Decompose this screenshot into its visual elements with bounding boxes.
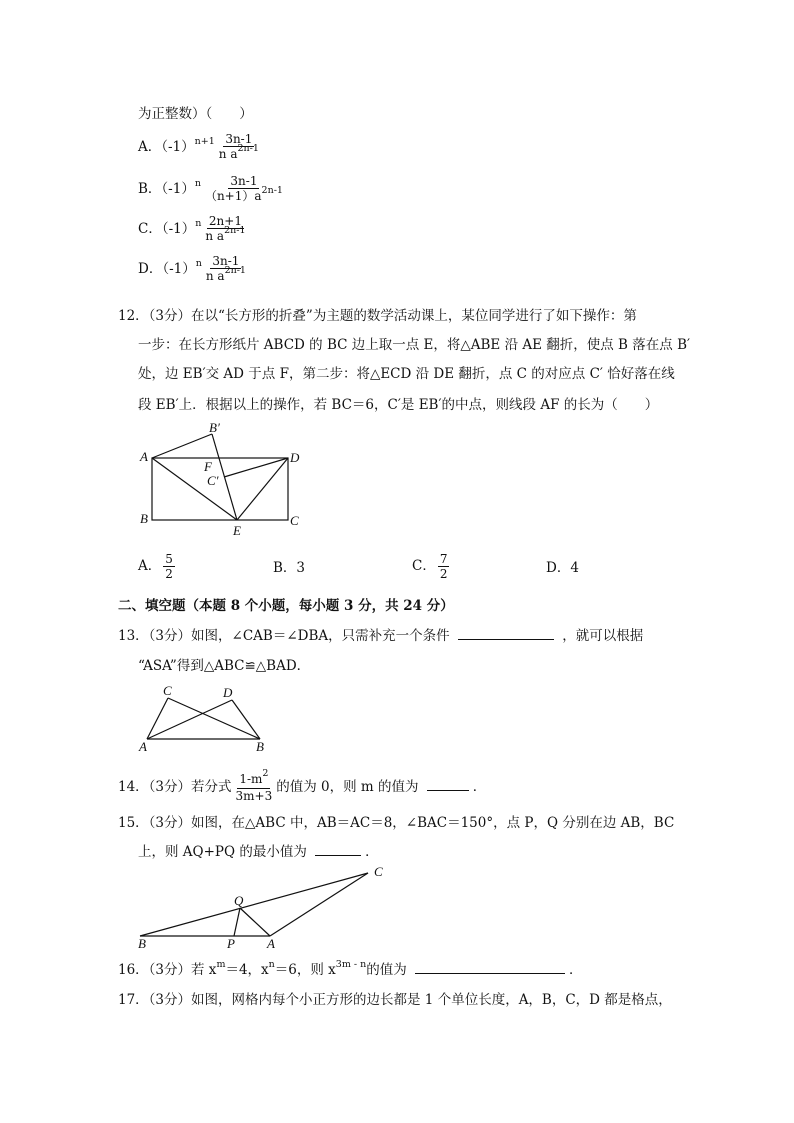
rectangle-abcd xyxy=(152,458,288,520)
q16-answer-blank[interactable] xyxy=(415,959,565,974)
q14-answer-blank[interactable] xyxy=(427,776,469,791)
label-c: C xyxy=(374,864,383,879)
q13-answer-blank[interactable] xyxy=(458,625,554,640)
q12-figure xyxy=(130,420,320,545)
segment-bc xyxy=(140,873,368,936)
q12-option-d: D．4 xyxy=(546,560,579,576)
q12-option-c: C． $\frac{7}{2}$ xyxy=(412,552,448,581)
q16-line: 16．（3分）若 $x^m=4$，$x^n=6$，则 $x^{3m - n}$的值为 ． xyxy=(118,959,583,978)
segment-c1d xyxy=(224,458,288,477)
label-a: A xyxy=(140,449,148,464)
label-p: P xyxy=(227,936,235,951)
label-d: D xyxy=(223,685,233,700)
label-a: A xyxy=(267,936,275,951)
q14-line: 14．（3分）若分式 $\frac{1-m^2}{3m+3}$ 的值为 0，则 m 的值为 ． xyxy=(118,768,487,803)
label-b: B xyxy=(256,739,264,753)
label-b: B xyxy=(138,936,146,951)
segment-ae xyxy=(152,458,237,520)
label-a: A xyxy=(139,739,147,753)
label-c1: C′ xyxy=(207,473,219,488)
q15-line1: 15．（3分）如图，在△ABC 中，AB＝AC＝8，∠BAC＝150°，点 P，Q 分别在边 AB，BC xyxy=(118,815,675,831)
segment-cb xyxy=(168,698,260,739)
segment-qp xyxy=(234,908,240,936)
q15-answer-blank[interactable] xyxy=(315,841,361,856)
label-c: C xyxy=(290,513,299,528)
q12-option-a: A． $\frac{5}{2}$ xyxy=(138,552,173,581)
label-c: C xyxy=(163,683,172,698)
q13-line1: 13．（3分）如图，∠CAB＝∠DBA，只需补充一个条件 ，就可以根据 xyxy=(118,624,643,644)
q17-line1: 17．（3分）如图，网格内每个小正方形的边长都是 1 个单位长度，A，B，C，D 都是格点， xyxy=(118,992,672,1008)
q12-line2: 一步：在长方形纸片 ABCD 的 BC 边上取一点 E，将△ABE 沿 AE 翻折，使点 B 落在点 B′ xyxy=(138,337,691,353)
q11-option-b: B．$(-1)^n$ $\frac{3n-1}{(n+1)a^{2n-1}}$ xyxy=(138,174,283,203)
segment-de xyxy=(237,458,288,520)
q15-line2: 上，则 AQ+PQ 的最小值为 ． xyxy=(138,840,379,860)
label-q: Q xyxy=(234,893,244,908)
q15-figure xyxy=(130,862,395,952)
label-b: B xyxy=(140,511,148,526)
label-f: F xyxy=(204,459,212,474)
q11-option-a: A．$(-1)^{n+1}$ $\frac{3n-1}{n a^{2n-1}}$ xyxy=(138,132,259,161)
segment-ac xyxy=(147,698,168,739)
q11-option-c: C．$(-1)^n$ $\frac{2n+1}{n a^{2n-1}}$ xyxy=(138,214,246,243)
label-e: E xyxy=(233,523,241,538)
q12-line3: 处，边 EB′交 AD 于点 F，第二步：将△ECD 沿 DE 翻折，点 C 的对应点 C′ 恰好落在线 xyxy=(138,366,675,382)
q13-line2: “ASA”得到△ABC≌△BAD． xyxy=(138,658,311,674)
segment-ad xyxy=(147,700,232,739)
section-2-heading: 二、填空题（本题 8 个小题，每小题 3 分，共 24 分） xyxy=(118,598,454,614)
label-d: D xyxy=(290,450,300,465)
segment-ac xyxy=(270,873,368,936)
segment-qa xyxy=(240,908,270,936)
q13-figure xyxy=(135,683,275,753)
q11-option-d: D．$(-1)^n$ $\frac{3n-1}{n a^{2n-1}}$ xyxy=(138,254,246,283)
q12-line1: 12．（3分）在以“长方形的折叠”为主题的数学活动课上，某位同学进行了如下操作：第 xyxy=(118,308,637,324)
q12-line4: 段 EB′上．根据以上的操作，若 BC＝6，C′是 EB′的中点，则线段 AF 的长为（ ） xyxy=(138,397,659,413)
label-b1: B′ xyxy=(209,420,220,435)
q12-option-b: B．3 xyxy=(273,560,306,576)
q11-tail: 为正整数）（ ） xyxy=(138,106,253,122)
segment-ab1 xyxy=(152,434,212,458)
